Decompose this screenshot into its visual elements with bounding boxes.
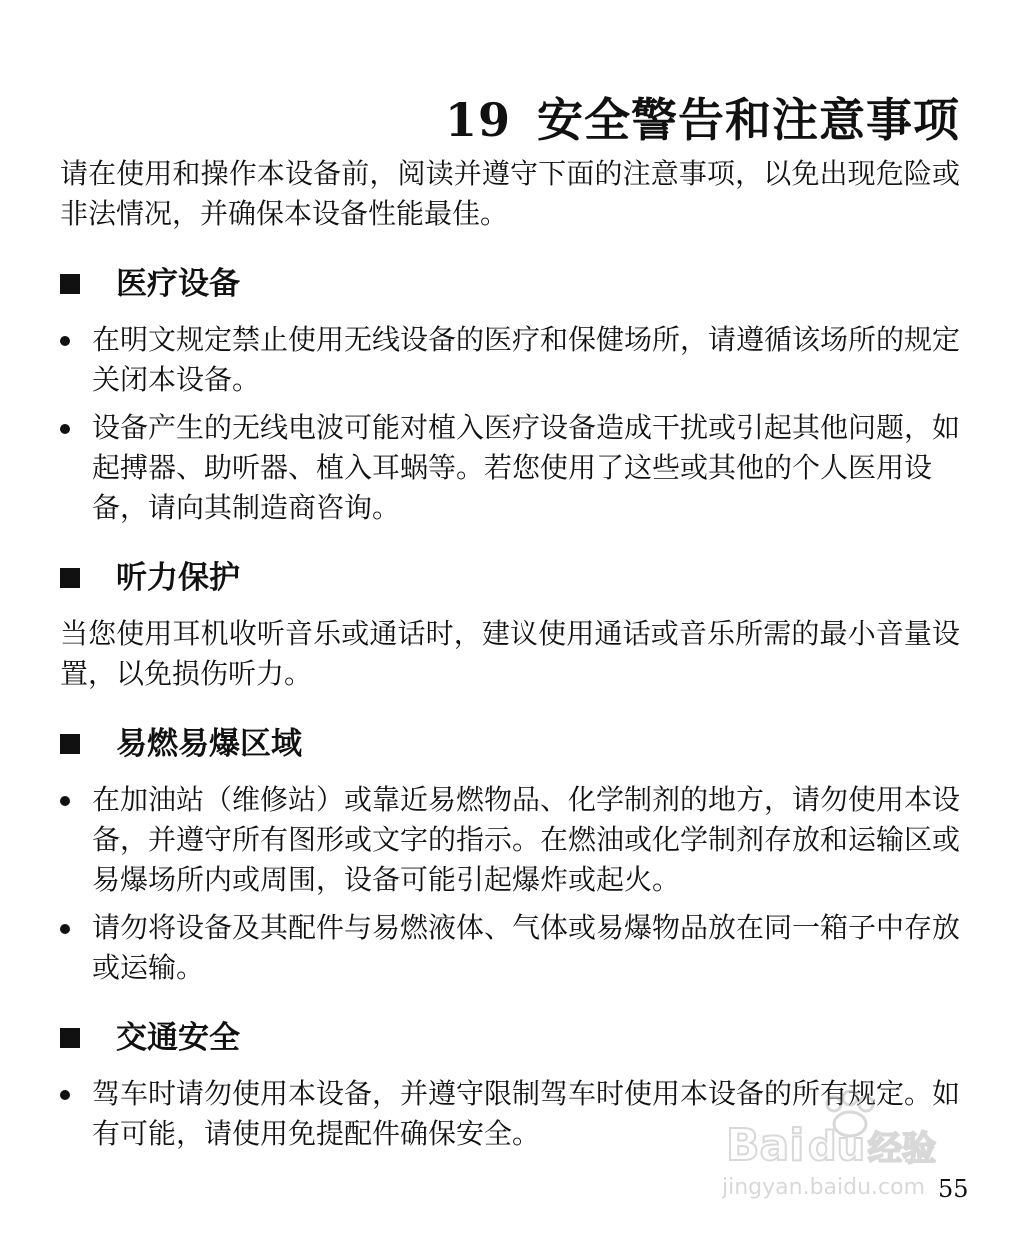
section-heading-text: 听力保护	[116, 560, 240, 596]
black-square-icon	[60, 568, 80, 588]
list-item	[60, 908, 960, 988]
chapter-title	[60, 88, 960, 152]
list-item-text: 在加油站（维修站）或靠近易燃物品、化学制剂的地方，请勿使用本设备，并遵守所有图形或文字的指示。在燃油或化学制剂存放和运输区或易爆场所内或周围，设备可能引起爆炸或起火。	[92, 783, 961, 896]
black-square-icon	[60, 274, 80, 294]
medical-bullet-list	[60, 320, 960, 528]
section-heading-text: 医疗设备	[116, 266, 240, 302]
list-item-text: 设备产生的无线电波可能对植入医疗设备造成干扰或引起其他问题，如起搏器、助听器、植入耳蜗等。若您使用了这些或其他的个人医用设备，请向其制造商咨询。	[92, 411, 961, 524]
svg-text:du: du	[808, 1124, 866, 1170]
section-heading-traffic	[60, 1016, 960, 1060]
document-page	[60, 88, 960, 1162]
list-item-text: 请勿将设备及其配件与易燃液体、气体或易爆物品放在同一箱子中存放或运输。	[92, 911, 961, 984]
list-item	[60, 408, 960, 528]
watermark-url: jingyan.baidu.com	[722, 1175, 926, 1200]
bullet-dot-icon	[60, 924, 70, 934]
bullet-dot-icon	[60, 1090, 70, 1100]
list-item	[60, 320, 960, 400]
list-item	[60, 1074, 960, 1154]
chapter-number: 19	[444, 93, 511, 147]
black-square-icon	[60, 1028, 80, 1048]
list-item	[60, 780, 960, 900]
intro-paragraph: 请在使用和操作本设备前，阅读并遵守下面的注意事项，以免出现危险或非法情况，并确保本设备性能最佳。	[60, 157, 960, 230]
svg-text:经验: 经验	[868, 1129, 936, 1169]
bullet-dot-icon	[60, 796, 70, 806]
section-heading-text: 交通安全	[116, 1020, 240, 1056]
section-heading-explosive	[60, 722, 960, 766]
traffic-bullet-list	[60, 1074, 960, 1154]
bullet-dot-icon	[60, 336, 70, 346]
list-item-text: 在明文规定禁止使用无线设备的医疗和保健场所，请遵循该场所的规定关闭本设备。	[92, 323, 961, 396]
list-item-text: 驾车时请勿使用本设备，并遵守限制驾车时使用本设备的所有规定。如有可能，请使用免提配件确保安全。	[92, 1077, 961, 1150]
watermark-brand: Bai	[726, 1120, 805, 1171]
bullet-dot-icon	[60, 424, 70, 434]
section-heading-hearing	[60, 556, 960, 600]
chapter-title-text: 安全警告和注意事项	[537, 93, 960, 147]
section-heading-medical	[60, 262, 960, 306]
black-square-icon	[60, 734, 80, 754]
section-heading-text: 易燃易爆区域	[116, 726, 302, 762]
page-number: 55	[938, 1175, 969, 1203]
hearing-paragraph: 当您使用耳机收听音乐或通话时，建议使用通话或音乐所需的最小音量设置，以免损伤听力。	[60, 617, 960, 690]
explosive-bullet-list	[60, 780, 960, 988]
